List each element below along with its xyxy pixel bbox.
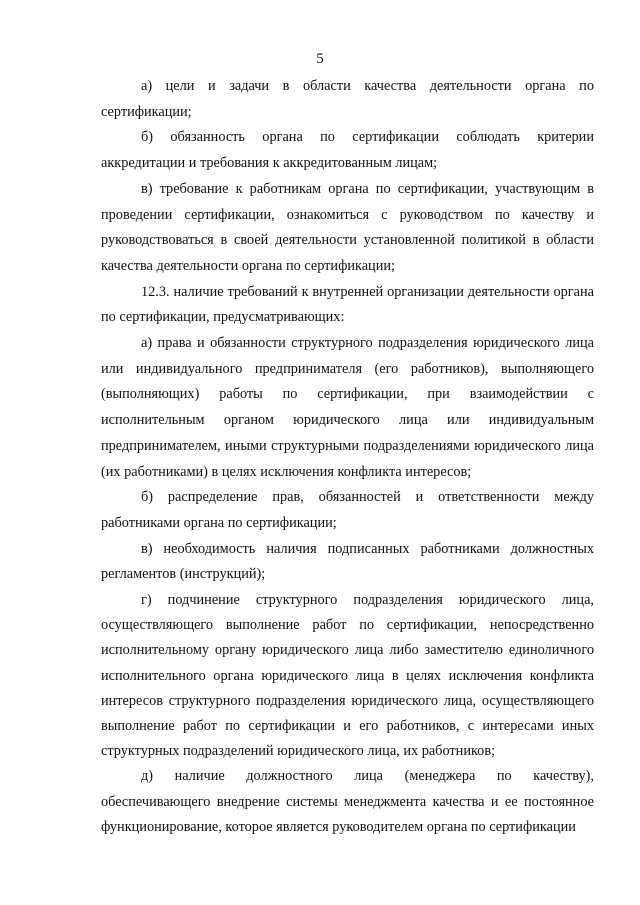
document-body xyxy=(101,74,594,840)
paragraph-a-rights: а) права и обязанности структурного подразделения юридического лица или индивидуального предпринимателя (его работников), выполняющего (выполняющих) работы по сертификации, при взаимодействии с исполнительным органом юридического лица или индивидуальным предпринимателем, иными структурными подразделениями юридического лица (их работниками) в целях исключения конфликта интересов; xyxy=(101,335,594,480)
paragraph-g-subordination: г) подчинение структурного подразделения юридического лица, осуществляющего выполнение работ по сертификации, непосредственно исполнительному органу юридического лица либо заместителю единоличного исполнительного органа юридического лица в целях исключения конфликта интересов структурного подразделения юридического лица, осуществляющего выполнение работ по сертификации и его работников, с интересами иных структурных подразделений юридического лица, их работников; xyxy=(101,592,594,760)
page-number: 5 xyxy=(316,51,324,67)
paragraph-a-goals: а) цели и задачи в области качества деятельности органа по сертификации; xyxy=(101,78,594,120)
paragraph-12-3: 12.3. наличие требований к внутренней организации деятельности органа по сертификации, предусматривающих: xyxy=(101,283,594,326)
paragraph-b-distribution: б) распределение прав, обязанностей и ответственности между работниками органа по сертификации; xyxy=(101,489,594,531)
paragraph-v-regulations: в) необходимость наличия подписанных работниками должностных регламентов (инструкций); xyxy=(101,540,594,583)
paragraph-v-requirement: в) требование к работникам органа по сертификации, участвующим в проведении сертификации, ознакомиться с руководством по качеству и руководствоваться в своей деятельности установленной политикой в области качества деятельности органа по сертификации; xyxy=(101,180,594,274)
paragraph-d-quality-manager: д) наличие должностного лица (менеджера по качеству), обеспечивающего внедрение системы менеджмента качества и ее постоянное функционирование, которое является руководителем органа по сертификации xyxy=(101,768,594,835)
paragraph-b-obligation: б) обязанность органа по сертификации соблюдать критерии аккредитации и требования к аккредитованным лицам; xyxy=(101,129,594,172)
